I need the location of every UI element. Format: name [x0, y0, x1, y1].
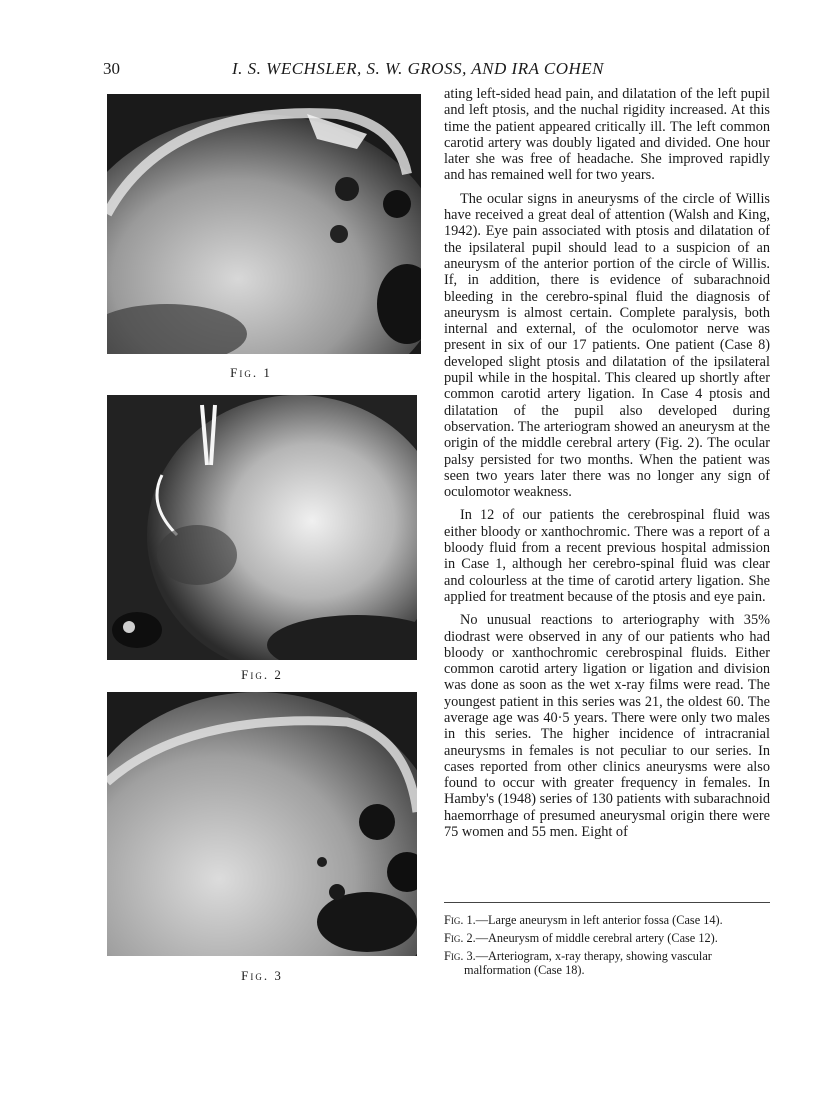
running-head: I. S. WECHSLER, S. W. GROSS, AND IRA COHEN	[232, 59, 605, 78]
caption-label: Fig. 2.	[444, 931, 476, 945]
caption-text: —Arteriogram, x-ray therapy, showing vascular malformation (Case 18).	[464, 949, 712, 977]
body-paragraph-1: ating left-sided head pain, and dilatation of the left pupil and left ptosis, and the nuchal rigidity increased. At this time the patient appeared critically ill. The left common carotid artery was doubly ligated and divided. One hour later she was free of headache. She improved rapidly and has remained well for two years.	[444, 86, 770, 184]
xray-skull-lateral-3	[107, 692, 417, 956]
caption-divider	[444, 902, 770, 903]
body-text-column	[444, 86, 770, 847]
body-paragraph-4: No unusual reactions to arteriography with 35% diodrast were observed in any of our patients who had bloody or xanthochromic cerebrospinal fluids. Either common carotid artery ligation or ligation and division was done as soon as the wet x-ray films were read. The youngest patient in this series was 21, the oldest 60. The average age was 40·5 years. There were only two males in this series. The higher incidence of intracranial aneurysms in females is not peculiar to our series. In cases reported from other clinics aneurysms were also found to occur with greater frequency in females. In Hamby's (1948) series of 130 patients with subarachnoid haemorrhage of presumed aneurysmal origin there were 75 women and 55 men. Eight of	[444, 612, 770, 841]
figure-3-label: Fig. 3	[241, 968, 283, 983]
figure-captions	[444, 913, 774, 981]
caption-label: Fig. 3.	[444, 949, 476, 963]
figure-3-image	[107, 692, 417, 956]
xray-skull-lateral-1	[107, 94, 421, 354]
caption-text: —Large aneurysm in left anterior fossa (Case 14).	[475, 913, 723, 927]
caption-fig-1	[444, 913, 774, 927]
figure-1-image	[107, 94, 421, 354]
caption-fig-3	[444, 949, 774, 977]
figure-2-label: Fig. 2	[241, 667, 283, 682]
caption-text: —Aneurysm of middle cerebral artery (Case 12).	[475, 931, 718, 945]
page-number: 30	[103, 59, 120, 78]
xray-skull-lateral-2	[107, 395, 417, 660]
figure-1-label: Fig. 1	[230, 365, 272, 380]
caption-fig-2	[444, 931, 774, 945]
body-paragraph-2: The ocular signs in aneurysms of the circle of Willis have received a great deal of attention (Walsh and King, 1942). Eye pain associated with ptosis and dilatation of the ipsilateral pupil should lead to a suspicion of an aneurysm of the anterior portion of the circle of Willis. If, in addition, there is evidence of subarachnoid bleeding in the cerebro-spinal fluid the diagnosis of aneurysm is almost certain. Complete paralysis, both internal and external, of the oculomotor nerve was present in six of our 17 patients. One patient (Case 8) developed slight ptosis and dilatation of the ipsilateral pupil while in the hospital. This cleared up shortly after common carotid artery ligation. In Case 4 ptosis and dilatation of the pupil also developed during observation. The arteriogram showed an aneurysm at the origin of the middle cerebral artery (Fig. 2). The ocular palsy persisted for two months. When the patient was seen two years later there was no longer any sign of oculomotor weakness.	[444, 190, 770, 501]
figure-2-image	[107, 395, 417, 660]
body-paragraph-3: In 12 of our patients the cerebrospinal fluid was either bloody or xanthochromic. There was a report of a bloody fluid from a recent previous hospital admission in Case 1, although her cerebro-spinal fluid was clear and colourless at the time of carotid artery ligation. She applied for treatment because of the ptosis and eye pain.	[444, 507, 770, 605]
caption-label: Fig. 1.	[444, 913, 476, 927]
